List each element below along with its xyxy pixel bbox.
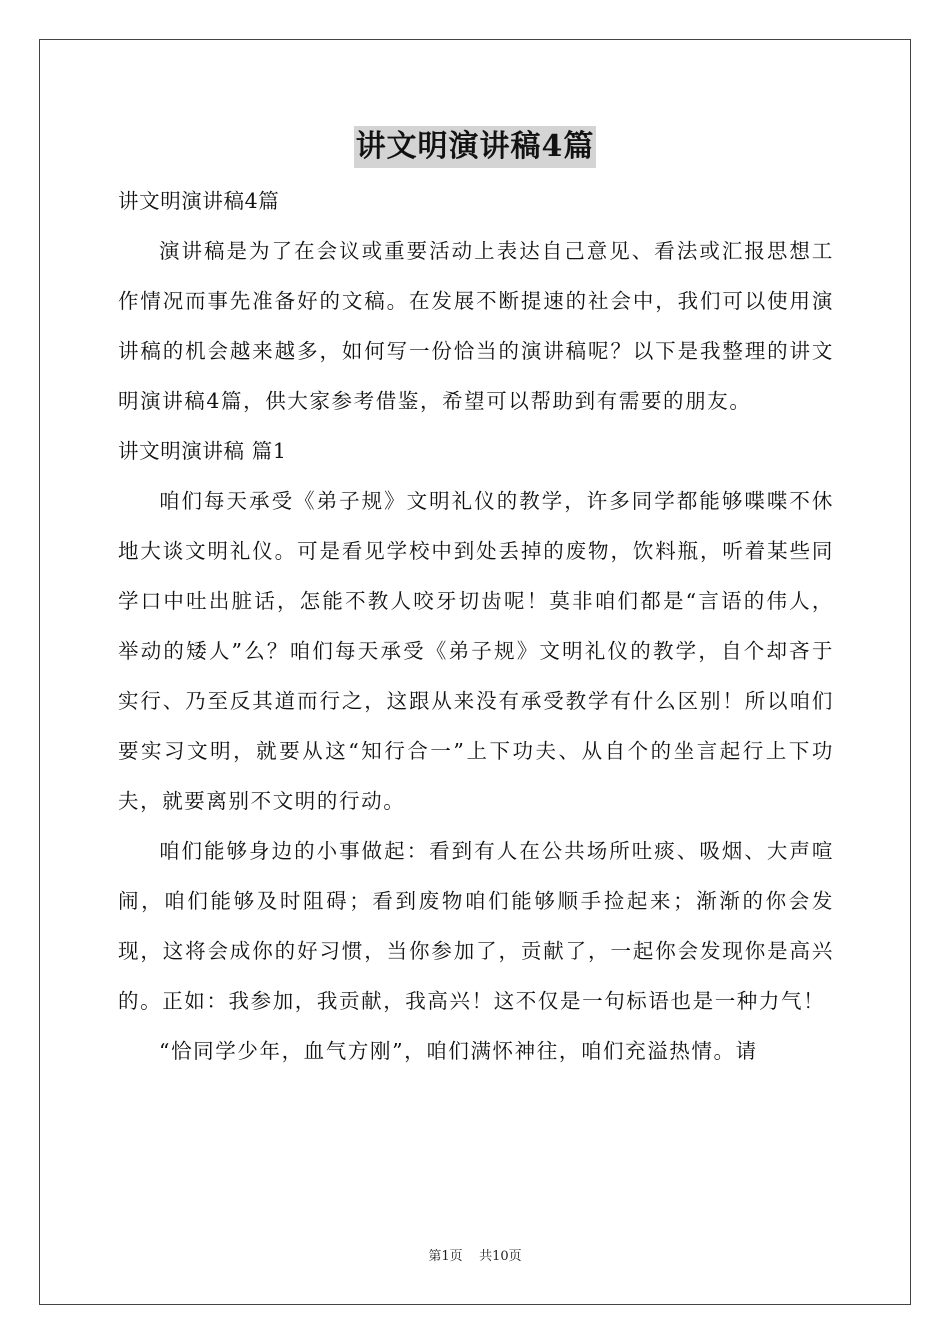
- section-paragraph-2: 咱们能够身边的小事做起：看到有人在公共场所吐痰、吸烟、大声喧闹，咱们能够及时阻碍；看到废物咱们能够顺手捡起来；渐渐的你会发现，这将会成你的好习惯，当你参加了，贡献了，一起你会发现你是高兴的。正如：我参加，我贡献，我高兴！这不仅是一句标语也是一种力气！: [118, 839, 834, 1013]
- section-paragraph-3: “恰同学少年，血气方刚”，咱们满怀神往，咱们充溢热情。请: [159, 1039, 758, 1063]
- section-paragraph-1: 咱们每天承受《弟子规》文明礼仪的教学，许多同学都能够喋喋不休地大谈文明礼仪。可是看见学校中到处丢掉的废物，饮料瓶，听着某些同学口中吐出脏话，怎能不教人咬牙切齿呢！莫非咱们都是“言语的伟人，举动的矮人”么？咱们每天承受《弟子规》文明礼仪的教学，自个却吝于实行、乃至反其道而行之，这跟从来没有承受教学有什么区别！所以咱们要实习文明，就要从这“知行合一”上下功夫、从自个的坐言起行上下功夫，就要离别不文明的行动。: [118, 489, 834, 813]
- page-number: 第1页 共10页: [428, 1249, 522, 1264]
- document-body: [118, 176, 834, 1076]
- intro-paragraph: 演讲稿是为了在会议或重要活动上表达自己意见、看法或汇报思想工作情况而事先准备好的文稿。在发展不断提速的社会中，我们可以使用演讲稿的机会越来越多，如何写一份恰当的演讲稿呢？以下是我整理的讲文明演讲稿4篇，供大家参考借鉴，希望可以帮助到有需要的朋友。: [118, 239, 834, 413]
- page-footer: [0, 1247, 950, 1267]
- title-container: [0, 126, 950, 168]
- section-heading: 讲文明演讲稿 篇1: [118, 439, 287, 463]
- document-subtitle: 讲文明演讲稿4篇: [118, 189, 280, 213]
- document-title: 讲文明演讲稿4篇: [354, 126, 597, 168]
